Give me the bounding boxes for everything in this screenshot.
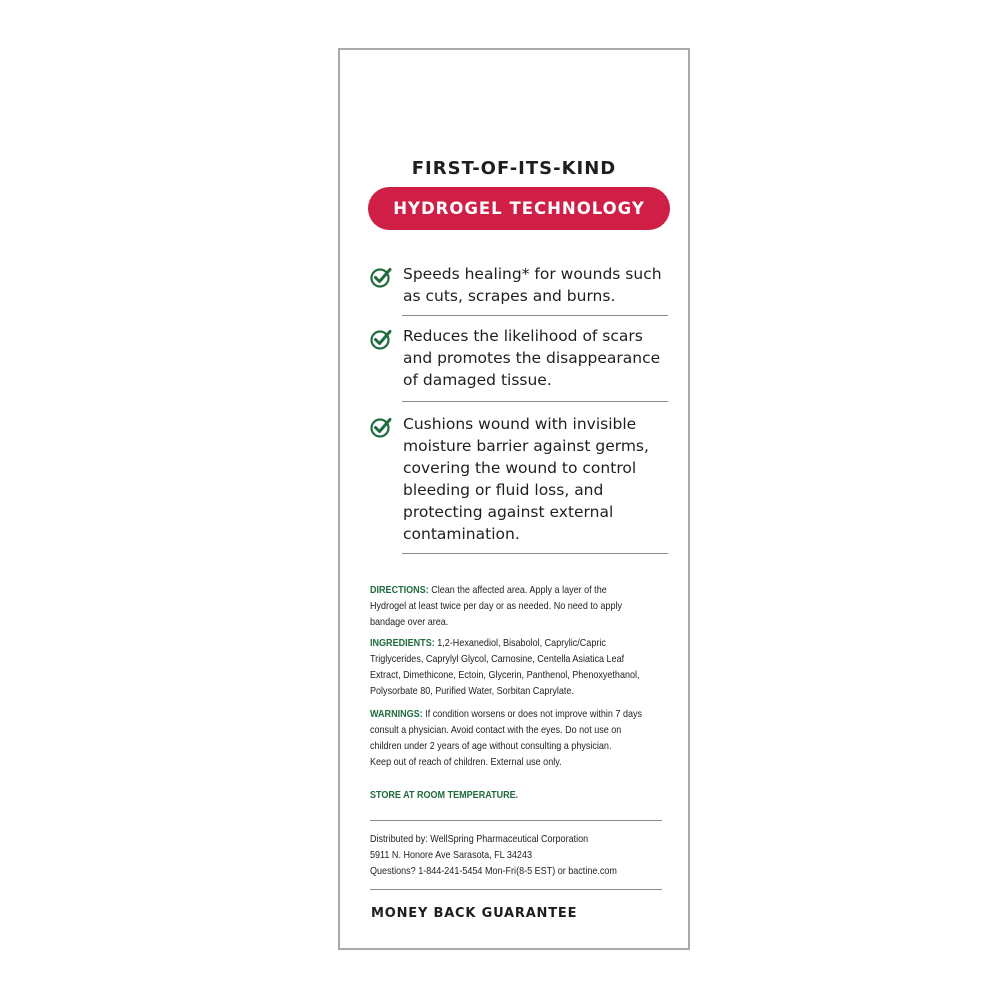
divider — [402, 401, 668, 402]
technology-badge: HYDROGEL TECHNOLOGY — [368, 187, 670, 230]
check-circle-icon — [370, 266, 392, 288]
ingredients-block: INGREDIENTS: 1,2-Hexanediol, Bisabolol, Caprylic/Capric Triglycerides, Caprylyl Glycol, Carnosine, Centella Asiatica Leaf Extract, Dimethicone, Ectoin, Glycerin, Panthenol, Phenoxyethanol, Polysorbate 80, Purified Water, Sorbitan Caprylate. — [370, 637, 640, 697]
distributor-block: Distributed by: WellSpring Pharmaceutical Corporation 5911 N. Honore Ave Sarasota, FL 34243 Questions? 1-844-241-5454 Mon-Fri(8-5 EST) or bactine.com — [370, 833, 617, 877]
warnings-label: WARNINGS: — [370, 708, 423, 720]
ingredients-label: INGREDIENTS: — [370, 637, 435, 649]
divider — [370, 820, 662, 821]
divider — [370, 889, 662, 890]
divider — [402, 315, 668, 316]
check-circle-icon — [370, 328, 392, 350]
money-back-guarantee: MONEY BACK GUARANTEE — [371, 906, 578, 921]
directions-block: DIRECTIONS: Clean the affected area. Apply a layer of the Hydrogel at least twice per day or as needed. No need to apply bandage over area. — [370, 584, 622, 628]
divider — [402, 553, 668, 554]
benefit-text: Speeds healing* for wounds such as cuts, scrapes and burns. — [403, 265, 662, 305]
label-panel — [338, 48, 690, 950]
directions-label: DIRECTIONS: — [370, 584, 429, 596]
check-circle-icon — [370, 416, 392, 438]
benefit-text: Reduces the likelihood of scars and promotes the disappearance of damaged tissue. — [403, 327, 661, 389]
headline: FIRST-OF-ITS-KIND — [411, 158, 617, 179]
benefit-text: Cushions wound with invisible moisture barrier against germs, covering the wound to control bleeding or fluid loss, and protecting against external contamination. — [403, 415, 649, 543]
warnings-block: WARNINGS: If condition worsens or does not improve within 7 days consult a physician. Avoid contact with the eyes. Do not use on children under 2 years of age without consulting a physician. Keep out of reach of children. External use only. — [370, 708, 643, 768]
storage-note: STORE AT ROOM TEMPERATURE. — [370, 789, 519, 801]
